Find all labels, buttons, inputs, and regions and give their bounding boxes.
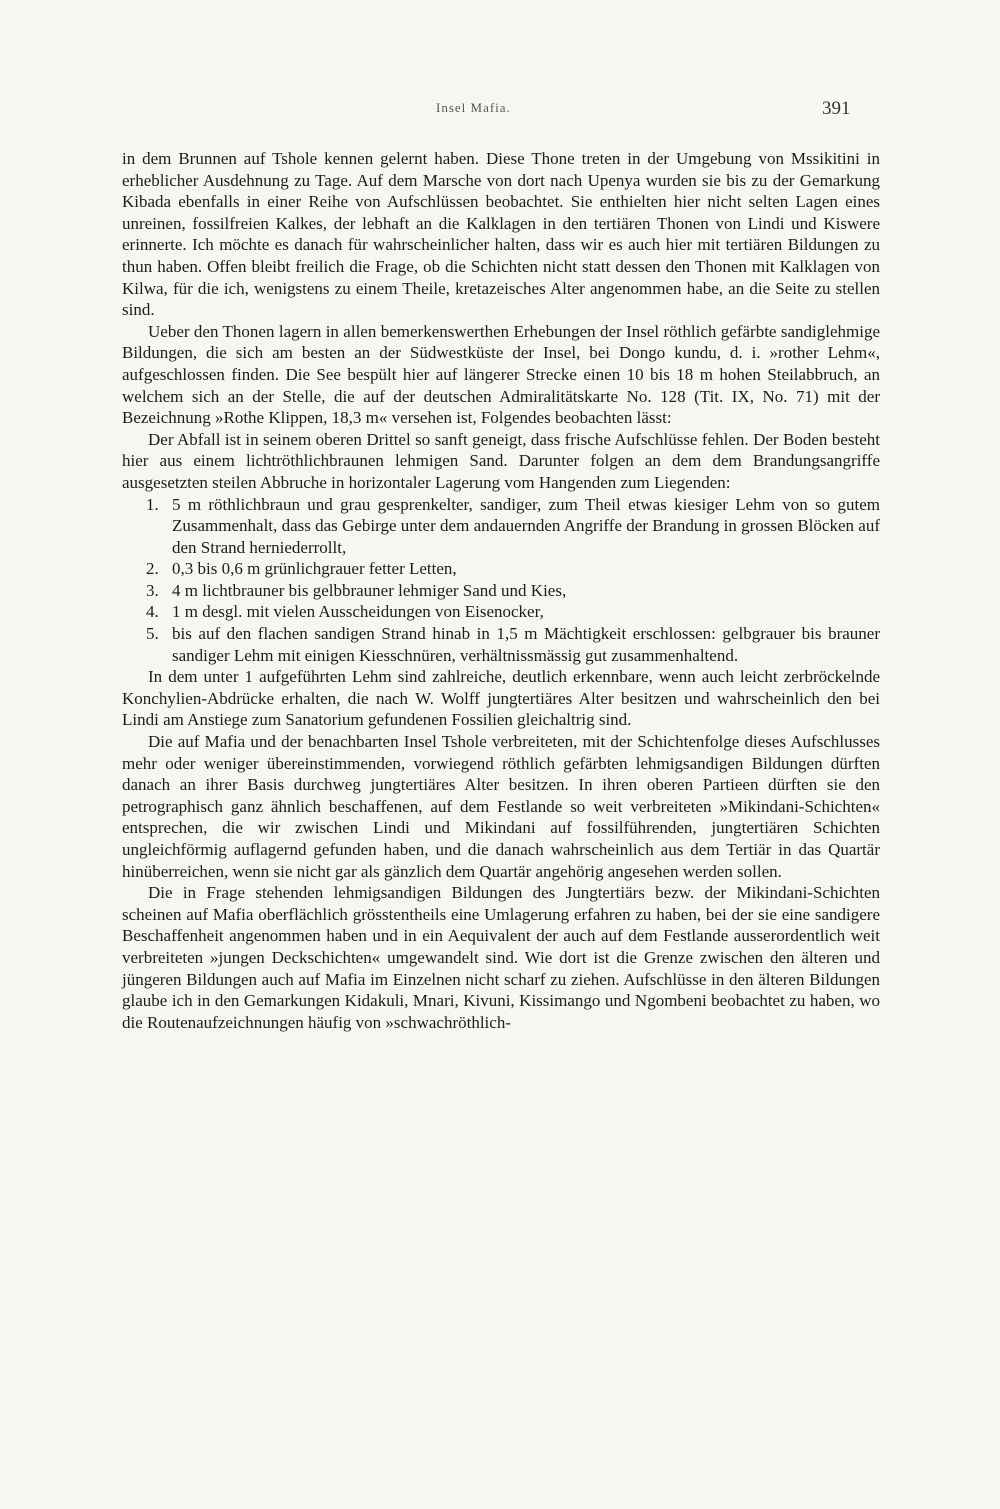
paragraph: Die auf Mafia und der benachbarten Insel Tshole verbreiteten, mit der Schichtenfolge dieses Aufschlusses mehr oder weniger übereinstimmenden, vorwiegend röthlich gefärbten lehmigsandigen Bildungen dürften danach an ihrer Basis durchweg jungtertiäres Alter besitzen. In ihren oberen Partieen dürften sie den petrographisch ganz ähnlich beschaffenen, auf dem Festlande so weit verbreiteten »Mikindani-Schichten« entsprechen, die wir zwischen Lindi und Mikindani auf fossilführenden, jungtertiären Schichten ungleichförmig auflagernd gefunden haben, und die danach wahrscheinlich aus dem Tertiär in das Quartär hinüberreichen, wenn sie nicht gar als gänzlich dem Quartär angehörig angesehen werden sollen. xyxy=(122,732,880,881)
list-item-number: 1. xyxy=(146,494,159,514)
strata-list xyxy=(122,494,880,667)
list-item xyxy=(122,494,880,559)
list-item-text: 5 m röthlichbraun und grau gesprenkelter, sandiger, zum Theil etwas kiesiger Lehm von so gutem Zusammenhalt, dass das Gebirge unter dem andauernden Angriffe der Brandung in grossen Blöcken auf den Strand herniederrollt, xyxy=(172,494,880,557)
list-item xyxy=(122,623,880,666)
paragraph: Der Abfall ist in seinem oberen Drittel so sanft geneigt, dass frische Aufschlüsse fehlen. Der Boden besteht hier aus einem lichtröthlichbraunen lehmigen Sand. Darunter folgen an dem dem Brandungsangriffe ausgesetzten steilen Abbruche in horizontaler Lagerung vom Hangenden zum Liegenden: xyxy=(122,429,880,492)
body-text xyxy=(122,148,880,1033)
list-item xyxy=(122,558,880,580)
list-item-text: 0,3 bis 0,6 m grünlichgrauer fetter Letten, xyxy=(172,559,457,579)
list-item-number: 4. xyxy=(146,602,159,622)
list-item-number: 3. xyxy=(146,580,159,600)
list-item xyxy=(122,601,880,623)
list-item-text: 4 m lichtbrauner bis gelbbrauner lehmiger Sand und Kies, xyxy=(172,580,567,600)
running-title: Insel Mafia. xyxy=(436,100,511,115)
list-item xyxy=(122,580,880,602)
page-number: 391 xyxy=(822,98,851,119)
paragraph: in dem Brunnen auf Tshole kennen gelernt haben. Diese Thone treten in der Umgebung von Mssikitini in erheblicher Ausdehnung zu Tage. Auf dem Marsche von dort nach Upenya wurden sie bis zu der Gemarkung Kibada ebenfalls in einer Reihe von Aufschlüssen beobachtet. Sie enthielten hier nicht selten Lagen eines unreinen, fossilfreien Kalkes, der lebhaft an die Kalklagen in den tertiären Thonen von Lindi und Kiswere erinnerte. Ich möchte es danach für wahrscheinlicher halten, dass wir es auch hier mit tertiären Bildungen zu thun haben. Offen bleibt freilich die Frage, ob die Schichten nicht statt dessen den Thonen mit Kalklagen von Kilwa, für die ich, wenigstens zu einem Theile, kretazeisches Alter angenommen habe, an die Seite zu stellen sind. xyxy=(122,149,880,320)
paragraph: In dem unter 1 aufgeführten Lehm sind zahlreiche, deutlich erkennbare, wenn auch leicht zerbröckelnde Konchylien-Abdrücke erhalten, die nach W. Wolff jungtertiäres Alter besitzen und wahrscheinlich den bei Lindi am Anstiege zum Sanatorium gefundenen Fossilien gleichaltrig sind. xyxy=(122,667,880,730)
list-item-number: 5. xyxy=(146,624,159,644)
paragraph: Die in Frage stehenden lehmigsandigen Bildungen des Jungtertiärs bezw. der Mikindani-Schichten scheinen auf Mafia oberflächlich grösstentheils eine Umlagerung erfahren zu haben, bei der sie eine sandigere Beschaffenheit angenommen haben und in ein Aequivalent der auch auf dem Festlande ausserordentlich weit verbreiteten »jungen Deckschichten« umgewandelt sind. Wie dort ist die Grenze zwischen den älteren und jüngeren Bildungen auch auf Mafia im Einzelnen nicht scharf zu ziehen. Aufschlüsse in den älteren Bildungen glaube ich in den Gemarkungen Kidakuli, Mnari, Kivuni, Kissimango und Ngombeni beobachtet zu haben, wo die Routenaufzeichnungen häufig von »schwachröthlich- xyxy=(122,883,880,1032)
paragraph: Ueber den Thonen lagern in allen bemerkenswerthen Erhebungen der Insel röthlich gefärbte sandiglehmige Bildungen, die sich am besten an der Südwestküste der Insel, bei Dongo kundu, d. i. »rother Lehm«, aufgeschlossen finden. Die See bespült hier auf längerer Strecke einen 10 bis 18 m hohen Steilabbruch, an welchem sich an der Stelle, die auf der deutschen Admiralitätskarte No. 128 (Tit. IX, No. 71) mit der Bezeichnung »Rothe Klippen, 18,3 m« versehen ist, Folgendes beobachten lässt: xyxy=(122,321,880,428)
list-item-text: bis auf den flachen sandigen Strand hinab in 1,5 m Mächtigkeit erschlossen: gelbgrauer bis brauner sandiger Lehm mit einigen Kiesschnüren, verhältnissmässig gut zusammenhaltend. xyxy=(172,624,880,665)
list-item-text: 1 m desgl. mit vielen Ausscheidungen von Eisenocker, xyxy=(172,602,544,622)
list-item-number: 2. xyxy=(146,559,159,579)
